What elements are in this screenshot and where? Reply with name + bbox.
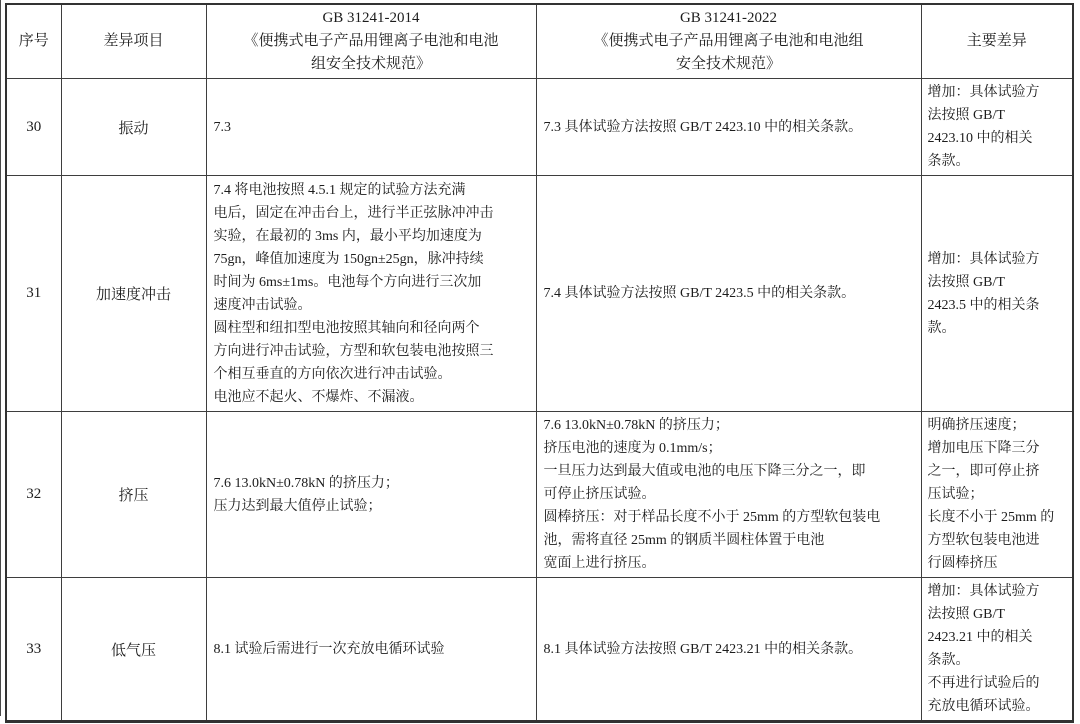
cell-gb2014-clause: 7.4 将电池按照 4.5.1 规定的试验方法充满 电后，固定在冲击台上，进行半正弦脉冲冲击 实验，在最初的 3ms 内，最小平均加速度为 75gn，峰值加速度为 150gn±25gn，脉冲持续 时间为 6ms±1ms。电池每个方向进行三次加 速度冲击试验。 圆柱型和纽扣型电池按照其轴向和径向两个 方向进行冲击试验，方型和软包装电池按照三 个相互垂直的方向依次进行冲击试验。 电池应不起火、不爆炸、不漏液。 [206, 176, 536, 412]
cell-main-difference: 增加：具体试验方 法按照 GB/T 2423.5 中的相关条 款。 [921, 176, 1073, 412]
cell-difference-item: 加速度冲击 [61, 176, 206, 412]
cell-gb2022-clause: 7.4 具体试验方法按照 GB/T 2423.5 中的相关条款。 [536, 176, 921, 412]
standard-comparison-table [5, 3, 1074, 723]
table-row [6, 79, 1073, 176]
cell-main-difference: 增加：具体试验方 法按照 GB/T 2423.10 中的相关 条款。 [921, 79, 1073, 176]
cell-serial-number: 33 [6, 578, 61, 722]
header-gb-31241-2022: GB 31241-2022 《便携式电子产品用锂离子电池和电池组 安全技术规范》 [536, 4, 921, 79]
header-difference-item: 差异项目 [61, 4, 206, 79]
header-main-difference: 主要差异 [921, 4, 1073, 79]
cell-gb2022-clause: 7.3 具体试验方法按照 GB/T 2423.10 中的相关条款。 [536, 79, 921, 176]
cell-gb2022-clause: 8.1 具体试验方法按照 GB/T 2423.21 中的相关条款。 [536, 578, 921, 722]
header-gb-31241-2014: GB 31241-2014 《便携式电子产品用锂离子电池和电池 组安全技术规范》 [206, 4, 536, 79]
cell-main-difference: 明确挤压速度； 增加电压下降三分 之一，即可停止挤 压试验； 长度不小于 25mm 的 方型软包装电池进 行圆棒挤压 [921, 412, 1073, 578]
cell-serial-number: 32 [6, 412, 61, 578]
cell-difference-item: 振动 [61, 79, 206, 176]
cell-serial-number: 30 [6, 79, 61, 176]
cell-gb2014-clause: 7.6 13.0kN±0.78kN 的挤压力； 压力达到最大值停止试验； [206, 412, 536, 578]
table-row [6, 176, 1073, 412]
table-row [6, 578, 1073, 722]
table-row [6, 412, 1073, 578]
cell-gb2014-clause: 8.1 试验后需进行一次充放电循环试验 [206, 578, 536, 722]
cell-serial-number: 31 [6, 176, 61, 412]
cell-gb2014-clause: 7.3 [206, 79, 536, 176]
cell-difference-item: 低气压 [61, 578, 206, 722]
cell-main-difference: 增加：具体试验方 法按照 GB/T 2423.21 中的相关 条款。 不再进行试验后的 充放电循环试验。 [921, 578, 1073, 722]
header-serial-number: 序号 [6, 4, 61, 79]
cell-gb2022-clause: 7.6 13.0kN±0.78kN 的挤压力； 挤压电池的速度为 0.1mm/s； 一旦压力达到最大值或电池的电压下降三分之一，即 可停止挤压试验。 圆棒挤压：对于样品长度不小于 25mm 的方型软包装电 池，需将直径 25mm 的钢质半圆柱体置于电池 宽面上进行挤压。 [536, 412, 921, 578]
table-header-row [6, 4, 1073, 79]
page-edge-line [0, 0, 1, 716]
cell-difference-item: 挤压 [61, 412, 206, 578]
